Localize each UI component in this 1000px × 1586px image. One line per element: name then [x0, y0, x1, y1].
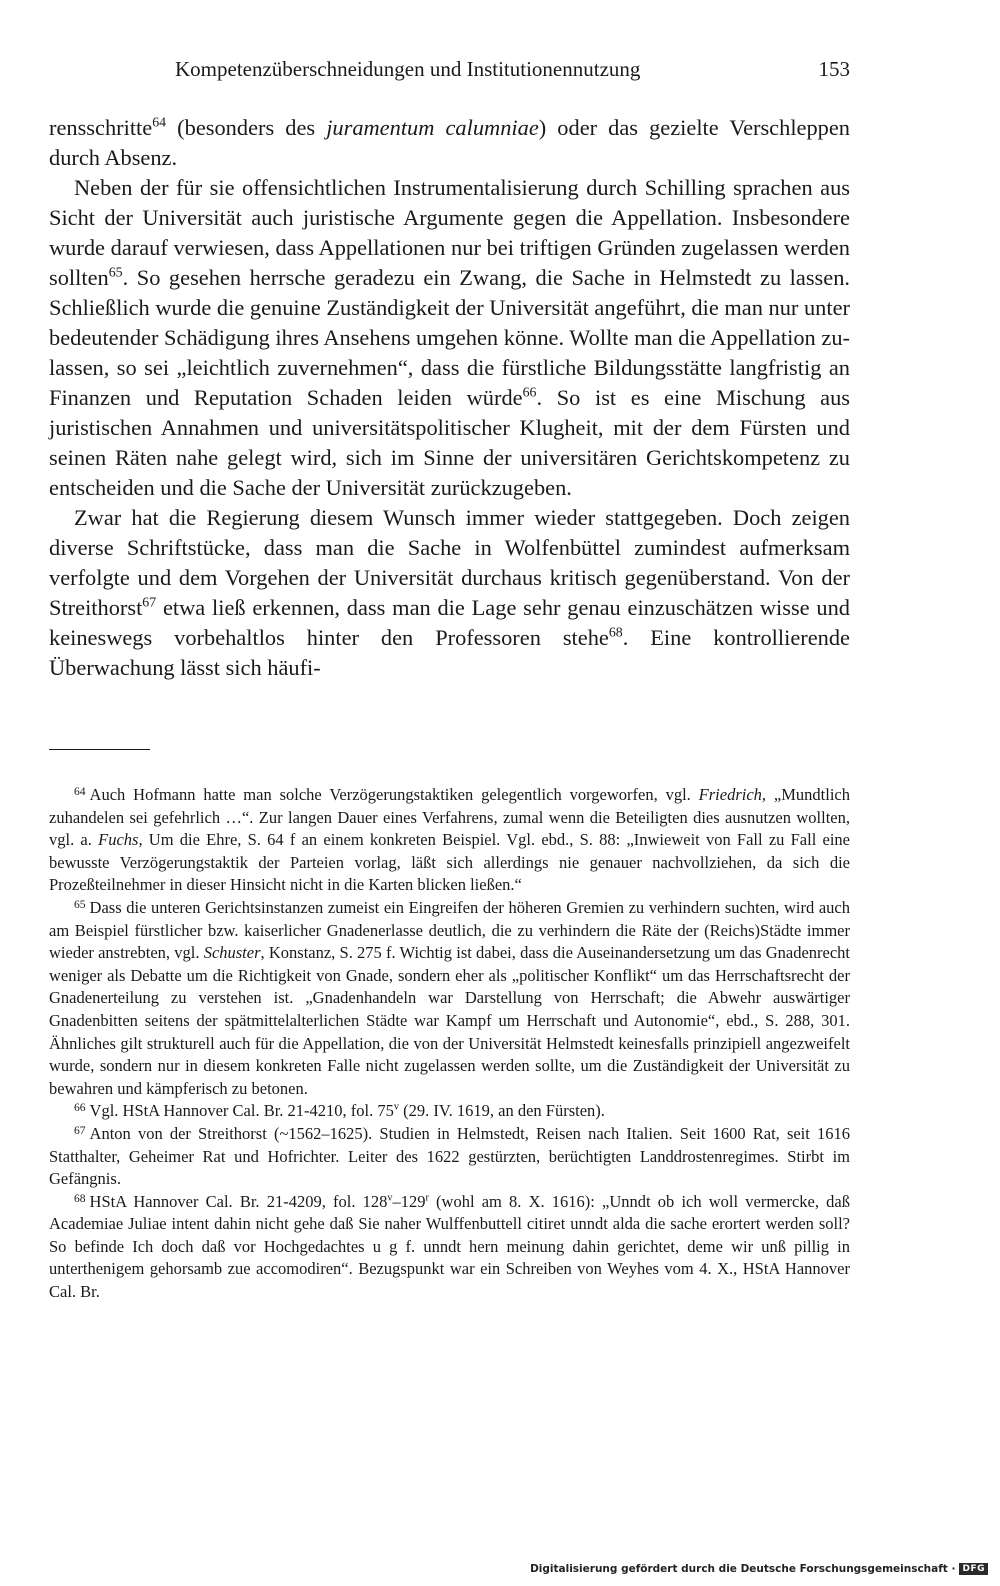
- footnote-65: $^{65}$ Dass die unteren Gerichtsinstanzen zumeist ein Eingreifen der höheren Gremien zu verhindern suchten, wird auch am Beispiel fürstlicher bzw. kaiserlicher Gnadenerlasse deutlich, die zu verhindern die Räte der (Reichs)Städte immer wieder anstrebten, vgl. Schuster, Konstanz, S. 275 f. Wichtig ist dabei, dass die Auseinandersetzung um das Gnadenrecht weniger als Debatte um die Richtigkeit von Gnade, sondern eher als „politischer Konflikt“ um das Herrschaftsrecht der Gnadenerteilung zu verstehen ist. „Gnadenhandeln war Darstellung von Herrschaft; die Abwehr auswärtiger Gnadenbitten seitens der spätmittelalterlichen Städte war Kampf um Herrschaft und Autonomie“, ebd., S. 288, 301. Ähnliches gilt strukturell auch für die Appellation, die von der Universität Helmstedt keinesfalls prinzipiell angezweifelt wurde, sondern nur in diesem konkreten Falle nicht zugelassen werden sollte, um die Zuständigkeit der Universität zu bewahren und kämpferisch zu betonen.: [49, 897, 851, 1098]
- footnote-ref-66[interactable]: 66: [522, 385, 537, 401]
- dfg-logo: DFG: [959, 1563, 988, 1575]
- footnote-divider: [49, 749, 150, 750]
- footnote-ref-65[interactable]: 65: [108, 265, 123, 281]
- paragraph-2: Neben der für sie offensichtlichen Instrumentalisierung durch Schilling sprachen aus Sicht der Universität auch juristische Argumente gegen die Appellation. Insbesondere wurde darauf verwiesen, dass Appellationen nur bei triftigen Gründen zugelassen werden sollten$^{65}$. So gesehen herrsche geradezu ein Zwang, die Sache in Helmstedt zu lassen. Schließlich wurde die genuine Zuständigkeit der Universität angeführt, die man nur unter bedeutender Schädigung ihres Ansehens umgehen könne. Wollte man die Appellation zulassen, so sei „leichtlich zuvernehmen“, dass die fürstliche Bildungsstätte langfristig an Finanzen und Reputation Schaden leiden würde$^{66}$. So ist es eine Mischung aus juristischen Annahmen und universitätspolitischer Klugheit, mit der dem Fürsten und seinen Räten nahe gelegt wird, sich im Sinne der universitären Gerichtskompetenz zu entscheiden und die Sache der Universität zurückzugeben.: [49, 175, 851, 500]
- footnote-number: 67: [74, 1124, 86, 1137]
- footnote-64: $^{64}$ Auch Hofmann hatte man solche Verzögerungstaktiken gelegentlich vorgeworfen, vgl. Friedrich, „Mundtlich zuhandelen sei gefehrlich …“. Zur langen Dauer eines Verfahrens, zumal wenn die Beteiligten dies ausnutzen wollten, vgl. a. Fuchs, Um die Ehre, S. 64 f an einem konkreten Beispiel. Vgl. ebd., S. 88: „Inwieweit von Fall zu Fall eine bewusste Verzögerungstaktik der Parteien vorlag, läßt sich allerdings nie genauer nachvollziehen, da sich die Prozeßteilnehmer in dieser Hinsicht nicht in die Karten blicken ließen.“: [49, 785, 850, 895]
- footnote-number: 64: [74, 785, 86, 798]
- footnote-ref-67[interactable]: 67: [142, 595, 157, 611]
- footnote-ref-64[interactable]: 64: [152, 115, 167, 131]
- credit-text: Digitalisierung gefördert durch die Deutsche Forschungsgemeinschaft ·: [530, 1563, 956, 1575]
- page-number: 153: [818, 57, 850, 81]
- paragraph-1: rensschritte$^{64}$ (besonders des juramentum calumniae) oder das gezielte Verschleppen durch Absenz.: [49, 115, 850, 170]
- running-head: [175, 54, 850, 84]
- footnote-66: $^{66}$ Vgl. HStA Hannover Cal. Br. 21-4210, fol. 75$^v$ (29. IV. 1619, an den Fürsten).: [74, 1101, 605, 1121]
- main-text: [49, 113, 850, 683]
- footnote-number: 66: [74, 1102, 86, 1115]
- footnote-number: 68: [74, 1192, 86, 1205]
- digitization-credit: [530, 1560, 988, 1578]
- footnote-68: $^{68}$ HStA Hannover Cal. Br. 21-4209, fol. 128$^v$–129$^r$ (wohl am 8. X. 1616): „Unndt ob ich woll vermercke, daß Academiae Juliae intent dahin nicht gehe daß Sie naher Wulffenbuttell citiret unndt alda die sache erortert werden soll? So befinde Ich doch daß vor Hochgedachtes u g f. unndt hern meinung dahin gerichtet, deme wir unß pillig in unterthenigem gehorsamb zue accomodiren“. Bezugspunkt war ein Schreiben von Weyhes vom 4. X., HStA Hannover Cal. Br.: [49, 1191, 850, 1302]
- latin-term: juramentum calumniae: [326, 115, 539, 140]
- paragraph-3: Zwar hat die Regierung diesem Wunsch immer wieder stattgegeben. Doch zeigen diverse Schriftstücke, dass man die Sache in Wolfenbüttel zumindest aufmerksam verfolgte und dem Vorgehen der Universität durchaus kritisch gegenüberstand. Von der Streithorst$^{67}$ etwa ließ erkennen, dass man die Lage sehr genau einzuschätzen wisse und keineswegs vorbehaltlos hinter den Professoren stehe$^{68}$. Eine kontrollierende Überwachung lässt sich häufi-: [49, 505, 850, 680]
- footnote-number: 65: [74, 898, 86, 911]
- running-head-title: Kompetenzüberschneidungen und Institutionennutzung: [175, 57, 641, 81]
- footnote-ref-68[interactable]: 68: [608, 625, 623, 641]
- footnotes: [49, 784, 850, 1304]
- footnote-67: $^{67}$ Anton von der Streithorst (~1562–1625). Studien in Helmstedt, Reisen nach Italien. Seit 1600 Rat, seit 1616 Statthalter, Geheimer Rat und Hofrichter. Leiter des 1622 gestürzten, berüchtigten Landdrostenregimes. Stirbt im Gefängnis.: [49, 1123, 850, 1189]
